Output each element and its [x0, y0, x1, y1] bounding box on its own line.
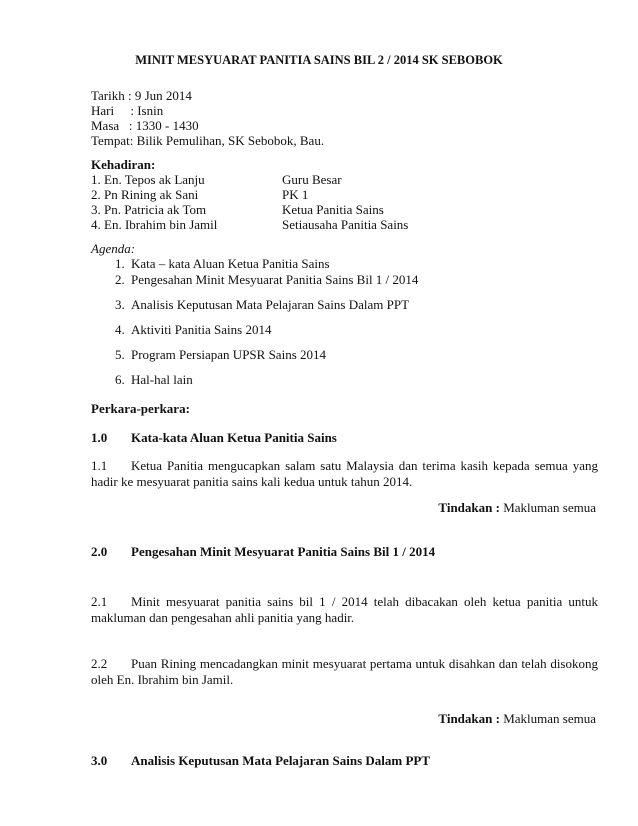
paragraph-number: 1.1 [91, 458, 108, 473]
action-line [438, 500, 596, 516]
action-label: Tindakan : [438, 711, 500, 726]
section-heading [91, 544, 435, 560]
attendee-name: 3. Pn. Patricia ak Tom [91, 202, 207, 217]
paragraph-text: Ketua Panitia mengucapkan salam satu Malaysia dan terima kasih kepada semua yang hadir ke mesyuarat panitia sains kali kedua untuk tahun 2014. [91, 458, 598, 489]
paragraph-text: Minit mesyuarat panitia sains bil 1 / 2014 telah dibacakan oleh ketua panitia untuk makluman dan pengesahan ahli panitia yang hadir. [91, 594, 598, 625]
agenda-item-number: 1. [115, 256, 125, 271]
attendee-role: Setiausaha Panitia Sains [282, 217, 409, 232]
minute-paragraph [91, 656, 598, 688]
meeting-time: Masa : 1330 - 1430 [91, 118, 199, 133]
agenda-item-text: Analisis Keputusan Mata Pelajaran Sains Dalam PPT [131, 297, 410, 312]
attendee-role: PK 1 [282, 187, 309, 202]
agenda-item-text: Pengesahan Minit Mesyuarat Panitia Sains Bil 1 / 2014 [131, 272, 419, 287]
agenda-item [115, 256, 330, 272]
minute-paragraph [91, 458, 598, 490]
meeting-place: Tempat: Bilik Pemulihan, SK Sebobok, Bau. [91, 133, 325, 148]
meeting-day: Hari : Isnin [91, 103, 164, 118]
agenda-item [115, 322, 271, 338]
attendee-name: 4. En. Ibrahim bin Jamil [91, 217, 218, 232]
section-title: Analisis Keputusan Mata Pelajaran Sains Dalam PPT [131, 753, 431, 768]
section-number: 1.0 [91, 430, 108, 445]
agenda-item-text: Program Persiapan UPSR Sains 2014 [131, 347, 326, 362]
attendance-heading: Kehadiran: [91, 157, 156, 172]
section-heading [91, 753, 430, 769]
paragraph-number: 2.1 [91, 594, 108, 609]
agenda-item-number: 6. [115, 372, 125, 387]
agenda-item [115, 272, 418, 288]
agenda-item-number: 2. [115, 272, 125, 287]
agenda-heading: Agenda: [91, 241, 136, 256]
agenda-item-number: 4. [115, 322, 125, 337]
section-number: 2.0 [91, 544, 108, 559]
agenda-item-number: 3. [115, 297, 125, 312]
agenda-item-text: Hal-hal lain [131, 372, 193, 387]
paragraph-number: 2.2 [91, 656, 108, 671]
action-line [438, 711, 596, 727]
agenda-item-text: Kata – kata Aluan Ketua Panitia Sains [131, 256, 330, 271]
agenda-item [115, 347, 326, 363]
attendee-name: 1. En. Tepos ak Lanju [91, 172, 205, 187]
attendee-role: Ketua Panitia Sains [282, 202, 384, 217]
meeting-date: Tarikh : 9 Jun 2014 [91, 88, 192, 103]
minute-paragraph [91, 594, 598, 626]
agenda-item-text: Aktiviti Panitia Sains 2014 [131, 322, 272, 337]
document-title: MINIT MESYUARAT PANITIA SAINS BIL 2 / 2014 SK SEBOBOK [135, 53, 503, 67]
attendee-role: Guru Besar [282, 172, 342, 187]
action-label: Tindakan : [438, 500, 500, 515]
paragraph-text: Puan Rining mencadangkan minit mesyuarat pertama untuk disahkan dan telah disokong oleh En. Ibrahim bin Jamil. [91, 656, 598, 687]
action-value: Makluman semua [503, 711, 596, 726]
section-number: 3.0 [91, 753, 108, 768]
agenda-item [115, 297, 409, 313]
action-value: Makluman semua [503, 500, 596, 515]
agenda-item [115, 372, 193, 388]
attendee-name: 2. Pn Rining ak Sani [91, 187, 199, 202]
section-title: Pengesahan Minit Mesyuarat Panitia Sains Bil 1 / 2014 [131, 544, 436, 559]
agenda-item-number: 5. [115, 347, 125, 362]
section-title: Kata-kata Aluan Ketua Panitia Sains [131, 430, 337, 445]
perkara-heading: Perkara-perkara: [91, 401, 190, 416]
section-heading [91, 430, 337, 446]
